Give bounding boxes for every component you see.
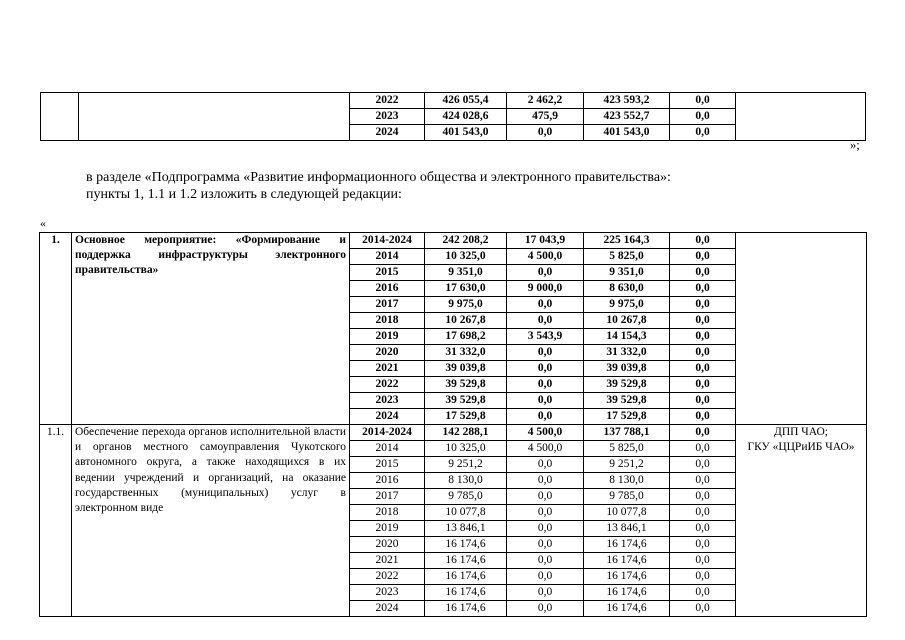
source-c-cell: 0,0 <box>670 93 736 109</box>
total-cell: 17 529,8 <box>425 409 507 425</box>
source-a-cell: 4 500,0 <box>507 425 584 441</box>
item-number: 1. <box>40 233 72 425</box>
source-c-cell: 0,0 <box>670 569 736 585</box>
item-number: 1.1. <box>40 425 72 617</box>
source-c-cell: 0,0 <box>670 329 736 345</box>
top-table <box>40 92 866 141</box>
source-b-cell: 9 785,0 <box>584 489 670 505</box>
source-b-cell: 5 825,0 <box>584 249 670 265</box>
source-c-cell: 0,0 <box>670 265 736 281</box>
total-cell: 16 174,6 <box>425 553 507 569</box>
source-c-cell: 0,0 <box>670 457 736 473</box>
responsible-line: ДПП ЧАО; <box>773 426 829 438</box>
source-c-cell: 0,0 <box>670 425 736 441</box>
year-cell: 2017 <box>350 297 425 313</box>
source-b-cell: 16 174,6 <box>584 569 670 585</box>
source-a-cell: 17 043,9 <box>507 233 584 249</box>
source-b-cell: 10 267,8 <box>584 313 670 329</box>
source-c-cell: 0,0 <box>670 249 736 265</box>
source-a-cell: 0,0 <box>507 569 584 585</box>
year-cell: 2015 <box>350 457 425 473</box>
total-cell: 16 174,6 <box>425 537 507 553</box>
source-c-cell: 0,0 <box>670 297 736 313</box>
table-row <box>40 233 867 249</box>
total-cell: 142 288,1 <box>425 425 507 441</box>
total-cell: 426 055,4 <box>425 93 507 109</box>
opening-quote: « <box>40 216 46 230</box>
total-cell: 10 077,8 <box>425 505 507 521</box>
source-c-cell: 0,0 <box>670 409 736 425</box>
total-cell: 10 267,8 <box>425 313 507 329</box>
source-b-cell: 14 154,3 <box>584 329 670 345</box>
source-a-cell: 0,0 <box>507 297 584 313</box>
source-b-cell: 16 174,6 <box>584 537 670 553</box>
total-cell: 16 174,6 <box>425 601 507 617</box>
source-b-cell: 16 174,6 <box>584 585 670 601</box>
responsible-cell <box>736 93 866 141</box>
year-cell: 2024 <box>350 125 425 141</box>
year-cell: 2019 <box>350 521 425 537</box>
source-b-cell: 13 846,1 <box>584 521 670 537</box>
total-cell: 10 325,0 <box>425 441 507 457</box>
source-c-cell: 0,0 <box>670 233 736 249</box>
year-cell: 2023 <box>350 393 425 409</box>
total-cell: 8 130,0 <box>425 473 507 489</box>
source-c-cell: 0,0 <box>670 393 736 409</box>
main-table <box>39 232 867 617</box>
year-cell: 2021 <box>350 553 425 569</box>
source-a-cell: 0,0 <box>507 313 584 329</box>
source-b-cell: 401 543,0 <box>584 125 670 141</box>
total-cell: 39 529,8 <box>425 393 507 409</box>
total-cell: 31 332,0 <box>425 345 507 361</box>
source-c-cell: 0,0 <box>670 125 736 141</box>
source-a-cell: 0,0 <box>507 553 584 569</box>
responsible-cell <box>736 233 867 425</box>
responsible-cell <box>736 425 867 617</box>
source-b-cell: 39 529,8 <box>584 393 670 409</box>
year-cell: 2023 <box>350 585 425 601</box>
total-cell: 17 698,2 <box>425 329 507 345</box>
year-cell: 2020 <box>350 537 425 553</box>
source-a-cell: 4 500,0 <box>507 249 584 265</box>
source-c-cell: 0,0 <box>670 553 736 569</box>
total-cell: 9 975,0 <box>425 297 507 313</box>
year-cell: 2018 <box>350 505 425 521</box>
source-c-cell: 0,0 <box>670 281 736 297</box>
source-b-cell: 31 332,0 <box>584 345 670 361</box>
source-b-cell: 137 788,1 <box>584 425 670 441</box>
source-a-cell: 0,0 <box>507 457 584 473</box>
year-cell: 2015 <box>350 265 425 281</box>
source-c-cell: 0,0 <box>670 601 736 617</box>
total-cell: 13 846,1 <box>425 521 507 537</box>
source-a-cell: 0,0 <box>507 125 584 141</box>
source-b-cell: 16 174,6 <box>584 601 670 617</box>
source-c-cell: 0,0 <box>670 537 736 553</box>
source-a-cell: 4 500,0 <box>507 441 584 457</box>
source-a-cell: 0,0 <box>507 345 584 361</box>
year-cell: 2014 <box>350 441 425 457</box>
year-cell: 2016 <box>350 281 425 297</box>
year-cell: 2022 <box>350 569 425 585</box>
source-c-cell: 0,0 <box>670 521 736 537</box>
item-name: Обеспечение перехода органов исполнительной власти и органов местного самоуправления Чукотского автономного округа, а также находящихся в их ведении учреждений и организаций, на оказание государственных (муниципальных) услуг в электронном виде <box>72 425 350 617</box>
paragraph-line-2: пункты 1, 1.1 и 1.2 изложить в следующей редакции: <box>86 187 402 202</box>
responsible-line: ГКУ «ЦЦРиИБ ЧАО» <box>747 441 855 453</box>
source-b-cell: 39 529,8 <box>584 377 670 393</box>
source-b-cell: 5 825,0 <box>584 441 670 457</box>
source-c-cell: 0,0 <box>670 585 736 601</box>
source-b-cell: 423 552,7 <box>584 109 670 125</box>
source-b-cell: 423 593,2 <box>584 93 670 109</box>
year-cell: 2016 <box>350 473 425 489</box>
source-b-cell: 10 077,8 <box>584 505 670 521</box>
source-c-cell: 0,0 <box>670 313 736 329</box>
total-cell: 401 543,0 <box>425 125 507 141</box>
year-cell: 2020 <box>350 345 425 361</box>
source-b-cell: 8 130,0 <box>584 473 670 489</box>
total-cell: 39 039,8 <box>425 361 507 377</box>
year-cell: 2018 <box>350 313 425 329</box>
source-c-cell: 0,0 <box>670 377 736 393</box>
source-a-cell: 0,0 <box>507 537 584 553</box>
year-cell: 2024 <box>350 601 425 617</box>
name-cell <box>79 93 350 141</box>
source-a-cell: 0,0 <box>507 489 584 505</box>
year-cell: 2022 <box>350 377 425 393</box>
source-b-cell: 39 039,8 <box>584 361 670 377</box>
source-c-cell: 0,0 <box>670 473 736 489</box>
table-row <box>41 93 866 109</box>
source-c-cell: 0,0 <box>670 441 736 457</box>
source-a-cell: 475,9 <box>507 109 584 125</box>
total-cell: 9 785,0 <box>425 489 507 505</box>
source-c-cell: 0,0 <box>670 361 736 377</box>
year-cell: 2014-2024 <box>350 425 425 441</box>
source-c-cell: 0,0 <box>670 109 736 125</box>
total-cell: 242 208,2 <box>425 233 507 249</box>
source-a-cell: 0,0 <box>507 409 584 425</box>
source-a-cell: 3 543,9 <box>507 329 584 345</box>
total-cell: 10 325,0 <box>425 249 507 265</box>
source-b-cell: 16 174,6 <box>584 553 670 569</box>
source-a-cell: 0,0 <box>507 585 584 601</box>
source-a-cell: 0,0 <box>507 521 584 537</box>
source-b-cell: 17 529,8 <box>584 409 670 425</box>
number-cell <box>41 93 79 141</box>
source-a-cell: 0,0 <box>507 473 584 489</box>
year-cell: 2014 <box>350 249 425 265</box>
item-name: Основное мероприятие: «Формирование и поддержка инфраструктуры электронного правительства» <box>72 233 350 425</box>
year-cell: 2014-2024 <box>350 233 425 249</box>
source-a-cell: 0,0 <box>507 601 584 617</box>
year-cell: 2024 <box>350 409 425 425</box>
source-a-cell: 0,0 <box>507 361 584 377</box>
source-a-cell: 0,0 <box>507 265 584 281</box>
total-cell: 17 630,0 <box>425 281 507 297</box>
total-cell: 424 028,6 <box>425 109 507 125</box>
source-a-cell: 2 462,2 <box>507 93 584 109</box>
source-b-cell: 8 630,0 <box>584 281 670 297</box>
source-c-cell: 0,0 <box>670 505 736 521</box>
year-cell: 2019 <box>350 329 425 345</box>
source-b-cell: 9 351,0 <box>584 265 670 281</box>
total-cell: 16 174,6 <box>425 585 507 601</box>
source-b-cell: 9 975,0 <box>584 297 670 313</box>
source-b-cell: 225 164,3 <box>584 233 670 249</box>
total-cell: 16 174,6 <box>425 569 507 585</box>
source-a-cell: 0,0 <box>507 393 584 409</box>
source-a-cell: 0,0 <box>507 377 584 393</box>
closing-quote: »; <box>850 138 860 152</box>
table-row <box>40 425 867 441</box>
year-cell: 2022 <box>350 93 425 109</box>
source-b-cell: 9 251,2 <box>584 457 670 473</box>
source-c-cell: 0,0 <box>670 345 736 361</box>
total-cell: 9 251,2 <box>425 457 507 473</box>
total-cell: 9 351,0 <box>425 265 507 281</box>
source-a-cell: 9 000,0 <box>507 281 584 297</box>
total-cell: 39 529,8 <box>425 377 507 393</box>
paragraph-line-1: в разделе «Подпрограмма «Развитие информационного общества и электронного правительства»: <box>86 170 671 185</box>
year-cell: 2021 <box>350 361 425 377</box>
year-cell: 2023 <box>350 109 425 125</box>
source-c-cell: 0,0 <box>670 489 736 505</box>
year-cell: 2017 <box>350 489 425 505</box>
source-a-cell: 0,0 <box>507 505 584 521</box>
